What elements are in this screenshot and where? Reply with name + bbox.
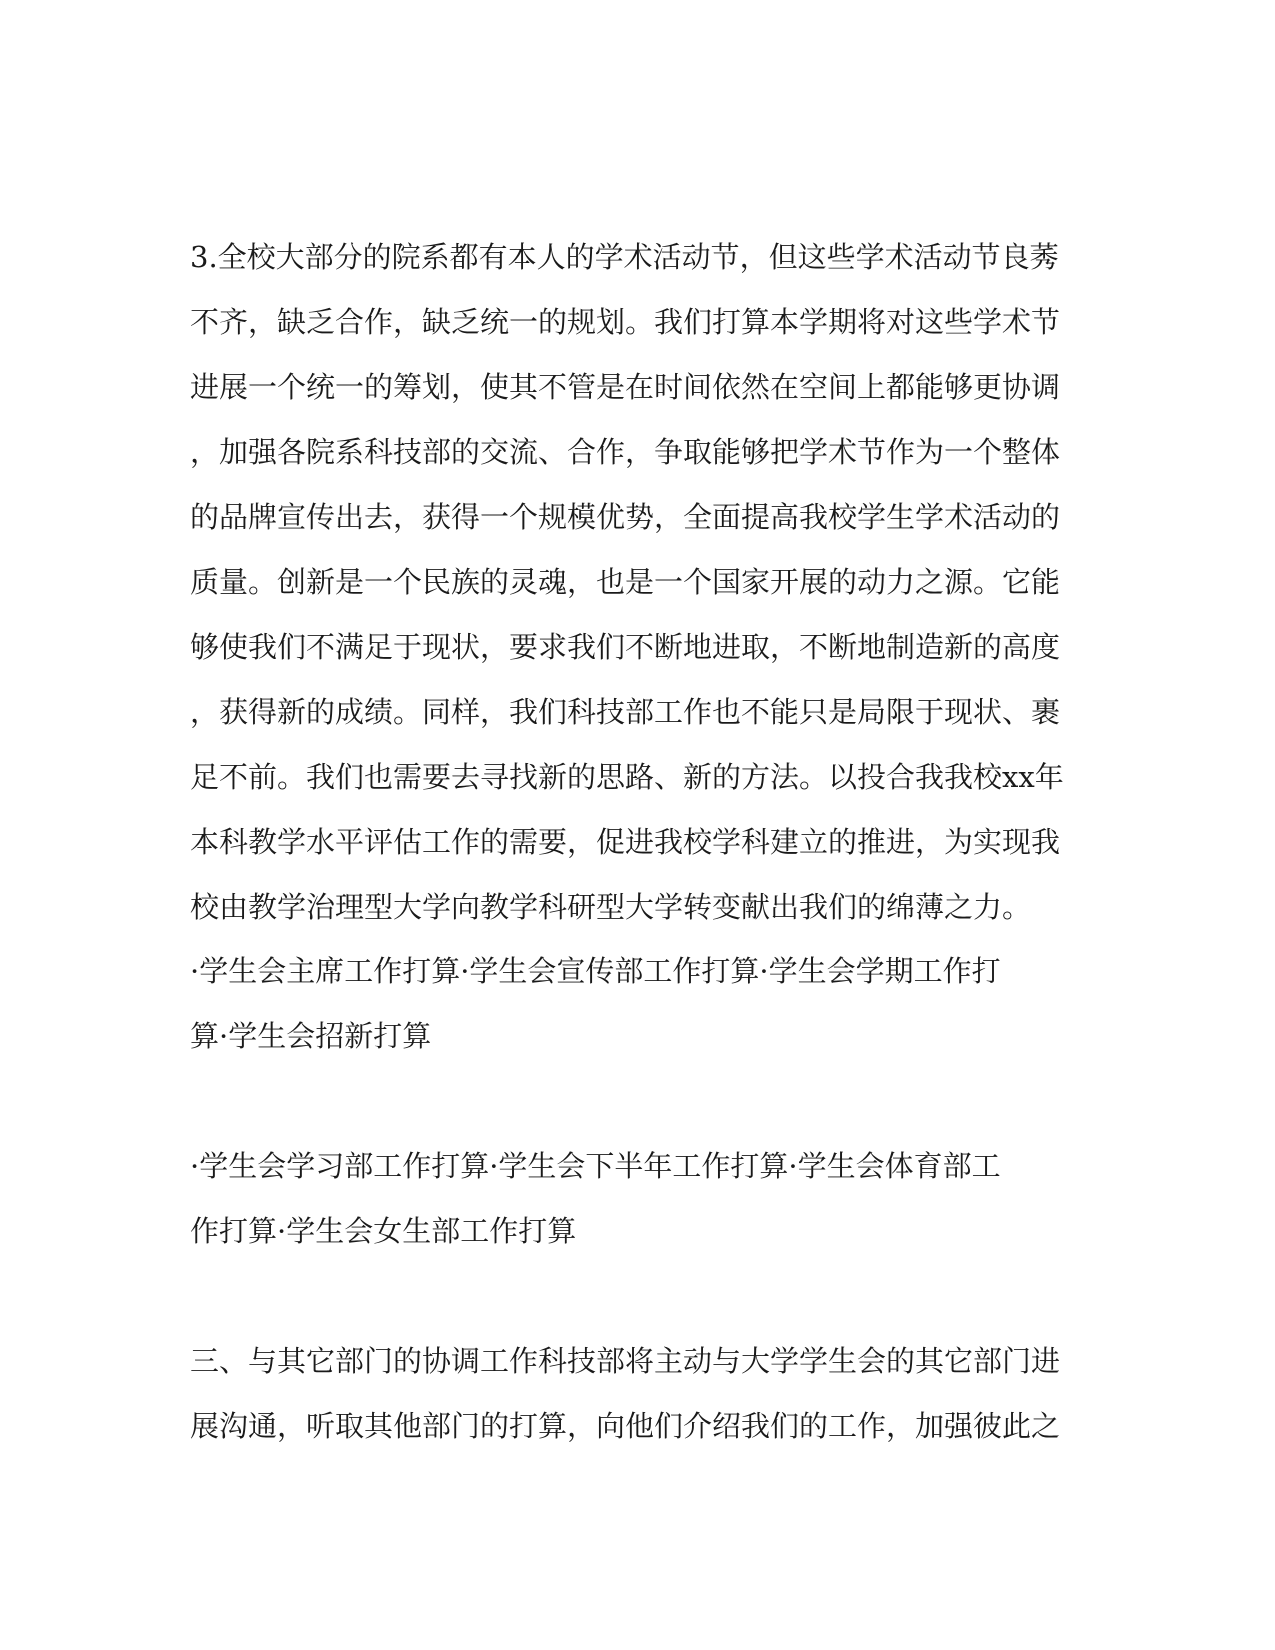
- text-line: 本科教学水平评估工作的需要，促进我校学科建立的推进，为实现我: [190, 825, 1061, 859]
- related-links-list-1: [190, 939, 1070, 1069]
- related-link-line: ·学生会主席工作打算·学生会宣传部工作打算·学生会学期工作打: [190, 954, 1001, 988]
- text-line: 三、与其它部门的协调工作科技部将主动与大学学生会的其它部门进: [190, 1344, 1061, 1378]
- text-line: 质量。创新是一个民族的灵魂，也是一个国家开展的动力之源。它能: [190, 565, 1061, 599]
- text-line: 足不前。我们也需要去寻找新的思路、新的方法。以投合我我校xx年: [190, 760, 1064, 794]
- related-link-line: ·学生会学习部工作打算·学生会下半年工作打算·学生会体育部工: [190, 1149, 1001, 1183]
- related-link-line: 作打算·学生会女生部工作打算: [190, 1214, 577, 1248]
- paragraph-academic-festival: [190, 225, 1070, 940]
- text-line: 的品牌宣传出去，获得一个规模优势，全面提高我校学生学术活动的: [190, 500, 1061, 534]
- text-line: ，加强各院系科技部的交流、合作，争取能够把学术节作为一个整体: [190, 435, 1061, 469]
- text-line: 够使我们不满足于现状，要求我们不断地进取，不断地制造新的高度: [190, 630, 1061, 664]
- related-links-list-2: [190, 1134, 1070, 1264]
- text-line: 3.全校大部分的院系都有本人的学术活动节，但这些学术活动节良莠: [190, 240, 1059, 274]
- text-line: 不齐，缺乏合作，缺乏统一的规划。我们打算本学期将对这些学术节: [190, 305, 1061, 339]
- text-line: ，获得新的成绩。同样，我们科技部工作也不能只是局限于现状、裹: [190, 695, 1061, 729]
- paragraph-coordination: [190, 1329, 1070, 1459]
- text-line: 进展一个统一的筹划，使其不管是在时间依然在空间上都能够更协调: [190, 370, 1061, 404]
- text-line: 展沟通，听取其他部门的打算，向他们介绍我们的工作，加强彼此之: [190, 1409, 1061, 1443]
- text-line: 校由教学治理型大学向教学科研型大学转变献出我们的绵薄之力。: [190, 890, 1032, 924]
- related-link-line: 算·学生会招新打算: [190, 1019, 432, 1053]
